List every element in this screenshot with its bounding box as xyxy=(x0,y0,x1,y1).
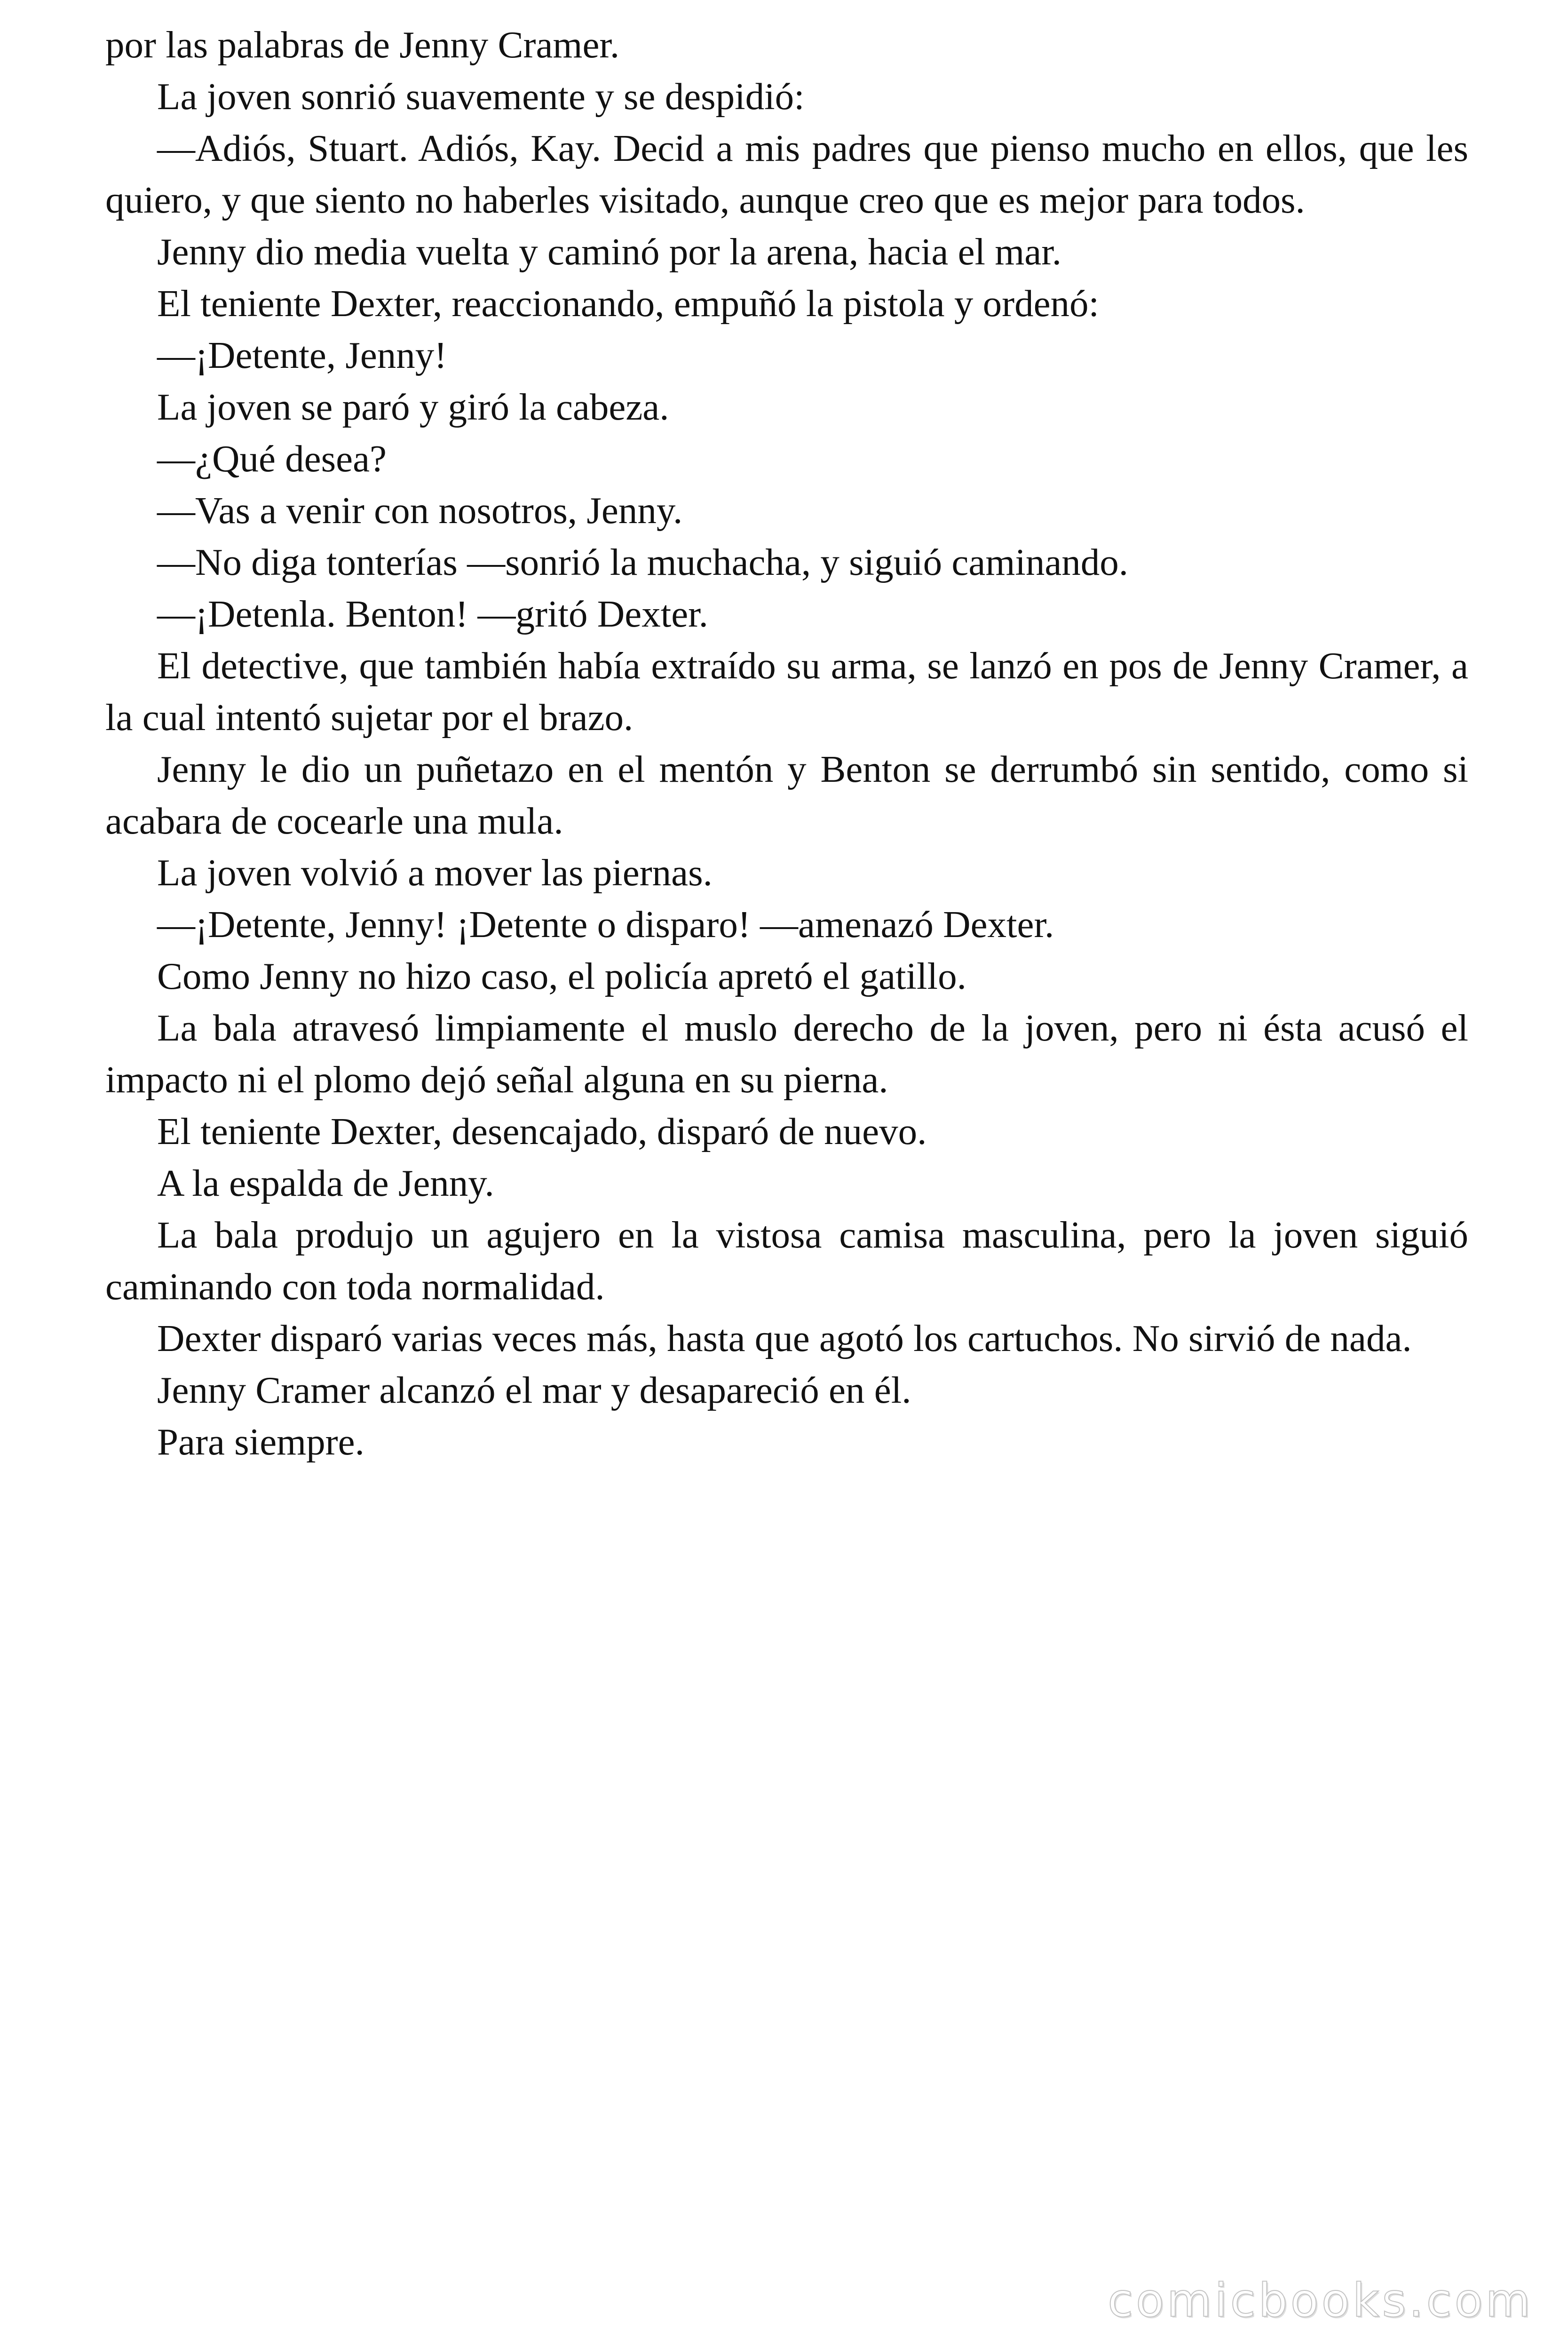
paragraph: —Vas a venir con nosotros, Jenny. xyxy=(157,489,683,532)
paragraph: por las palabras de Jenny Cramer. xyxy=(105,24,620,66)
paragraph: La bala produjo un agujero en la vistosa camisa masculina, pero la joven siguió caminando con toda normalidad. xyxy=(105,1214,1468,1308)
paragraph: —Adiós, Stuart. Adiós, Kay. Decid a mis padres que pienso mucho en ellos, que les quiero, y que siento no haberles visitado, aunque creo que es mejor para todos. xyxy=(105,127,1468,221)
paragraph: La joven volvió a mover las piernas. xyxy=(157,851,713,894)
paragraph: El teniente Dexter, reaccionando, empuñó la pistola y ordenó: xyxy=(157,282,1100,325)
paragraph: Jenny dio media vuelta y caminó por la arena, hacia el mar. xyxy=(157,230,1061,273)
paragraph: —¡Detente, Jenny! xyxy=(157,334,447,376)
paragraph: A la espalda de Jenny. xyxy=(157,1162,494,1204)
paragraph: Jenny Cramer alcanzó el mar y desapareció en él. xyxy=(157,1369,911,1411)
watermark: comicbooks.com xyxy=(1108,2274,1533,2328)
paragraph: —¿Qué desea? xyxy=(157,437,387,480)
paragraph: La joven sonrió suavemente y se despidió: xyxy=(157,75,805,118)
paragraph: El teniente Dexter, desencajado, disparó de nuevo. xyxy=(157,1110,927,1152)
paragraph: —¡Detenla. Benton! —gritó Dexter. xyxy=(157,593,708,635)
paragraph: Jenny le dio un puñetazo en el mentón y Benton se derrumbó sin sentido, como si acabara de cocearle una mula. xyxy=(105,748,1468,842)
page-body xyxy=(105,19,1468,1468)
paragraph: La bala atravesó limpiamente el muslo derecho de la joven, pero ni ésta acusó el impacto ni el plomo dejó señal alguna en su pierna. xyxy=(105,1007,1468,1101)
paragraph: Dexter disparó varias veces más, hasta que agotó los cartuchos. No sirvió de nada. xyxy=(157,1317,1412,1359)
paragraph: —¡Detente, Jenny! ¡Detente o disparo! —amenazó Dexter. xyxy=(157,903,1054,946)
paragraph: La joven se paró y giró la cabeza. xyxy=(157,386,669,428)
paragraph: —No diga tonterías —sonrió la muchacha, y siguió caminando. xyxy=(157,541,1129,583)
paragraph: Como Jenny no hizo caso, el policía apretó el gatillo. xyxy=(157,955,966,997)
paragraph: El detective, que también había extraído su arma, se lanzó en pos de Jenny Cramer, a la cual intentó sujetar por el brazo. xyxy=(105,644,1468,739)
paragraph: Para siempre. xyxy=(157,1421,364,1463)
